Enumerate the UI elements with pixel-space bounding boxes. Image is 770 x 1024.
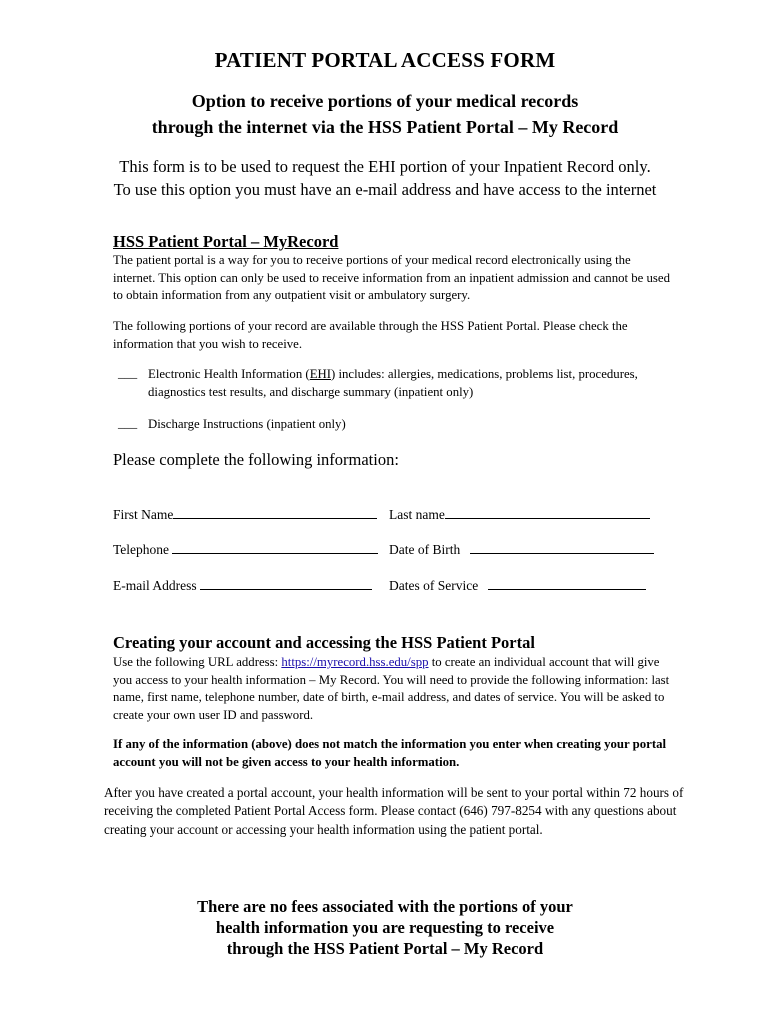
portions-intro: The following portions of your record are available through the HSS Patient Portal. Please check the information that you wish to receive. xyxy=(113,319,628,351)
footer-line-2: health information you are requesting to receive xyxy=(215,918,555,937)
dates-of-service-input-line[interactable] xyxy=(488,577,646,590)
discharge-option-label: Discharge Instructions (inpatient only) xyxy=(148,417,346,431)
email-input-line[interactable] xyxy=(200,577,372,590)
email-label: E-mail Address xyxy=(113,578,197,593)
account-section-heading: Creating your account and accessing the HSS Patient Portal xyxy=(113,633,535,652)
mismatch-warning: If any of the information (above) does not match the information you enter when creating your portal account you will not be given access to your health information. xyxy=(113,737,667,769)
ehi-text-before: Electronic Health Information ( xyxy=(148,367,310,381)
discharge-checkbox-blank[interactable]: ___ xyxy=(118,416,138,430)
date-of-birth-field xyxy=(389,541,654,558)
subtitle-line-1: Option to receive portions of your medical records xyxy=(191,91,579,111)
account-desc-after: to create an individual account that will give you access to your health information – My Record. You will need to provide the following information: last name, first name, telephone number, date of birth, e-mail address, and dates of service. You will be asked to create your own user ID and password. xyxy=(113,655,670,722)
ehi-abbreviation: EHI xyxy=(309,367,332,381)
last-name-field xyxy=(389,506,650,523)
intro-line-2: To use this option you must have an e-mail address and have access to the internet xyxy=(113,180,657,199)
portal-description: The patient portal is a way for you to receive portions of your medical record electronically using the internet. This option can only be used to receive information from an inpatient admission and cannot be used to obtain information from any outpatient visit or ambulatory surgery. xyxy=(113,253,670,302)
last-name-input-line[interactable] xyxy=(445,506,650,519)
last-name-label: Last name xyxy=(389,507,445,522)
page-title: PATIENT PORTAL ACCESS FORM xyxy=(214,48,556,72)
portal-section-heading: HSS Patient Portal – MyRecord xyxy=(113,232,339,251)
footer-line-1: There are no fees associated with the portions of your xyxy=(197,897,573,916)
telephone-input-line[interactable] xyxy=(172,541,378,554)
ehi-checkbox-blank[interactable]: ___ xyxy=(118,366,138,380)
footer-line-3: through the HSS Patient Portal – My Record xyxy=(226,939,544,958)
first-name-field xyxy=(113,506,377,523)
telephone-label: Telephone xyxy=(113,542,170,557)
email-field xyxy=(113,577,372,594)
first-name-input-line[interactable] xyxy=(173,506,377,519)
account-description xyxy=(113,654,673,724)
subtitle-line-2: through the internet via the HSS Patient Portal – My Record xyxy=(151,117,619,137)
after-account-text: After you have created a portal account, your health information will be sent to your portal within 72 hours of receiving the completed Patient Portal Access form. Please contact (646) 797-8254 with any questions about creating your account or accessing your health information using the patient portal. xyxy=(104,785,684,837)
telephone-field xyxy=(113,541,378,558)
ehi-option-label xyxy=(148,366,648,401)
dates-of-service-label: Dates of Service xyxy=(389,578,479,593)
account-desc-before: Use the following URL address: xyxy=(113,655,282,669)
first-name-label: First Name xyxy=(113,507,174,522)
date-of-birth-label: Date of Birth xyxy=(389,542,461,557)
ehi-text-after: ) includes: allergies, medications, problems list, procedures, diagnostics test results, and discharge summary (inpatient only) xyxy=(148,367,638,399)
intro-line-1: This form is to be used to request the EHI portion of your Inpatient Record only. xyxy=(119,157,651,176)
dates-of-service-field xyxy=(389,577,646,594)
date-of-birth-input-line[interactable] xyxy=(470,541,654,554)
portal-url-link[interactable]: https://myrecord.hss.edu/spp xyxy=(281,655,429,669)
info-form-heading: Please complete the following information: xyxy=(113,450,399,469)
